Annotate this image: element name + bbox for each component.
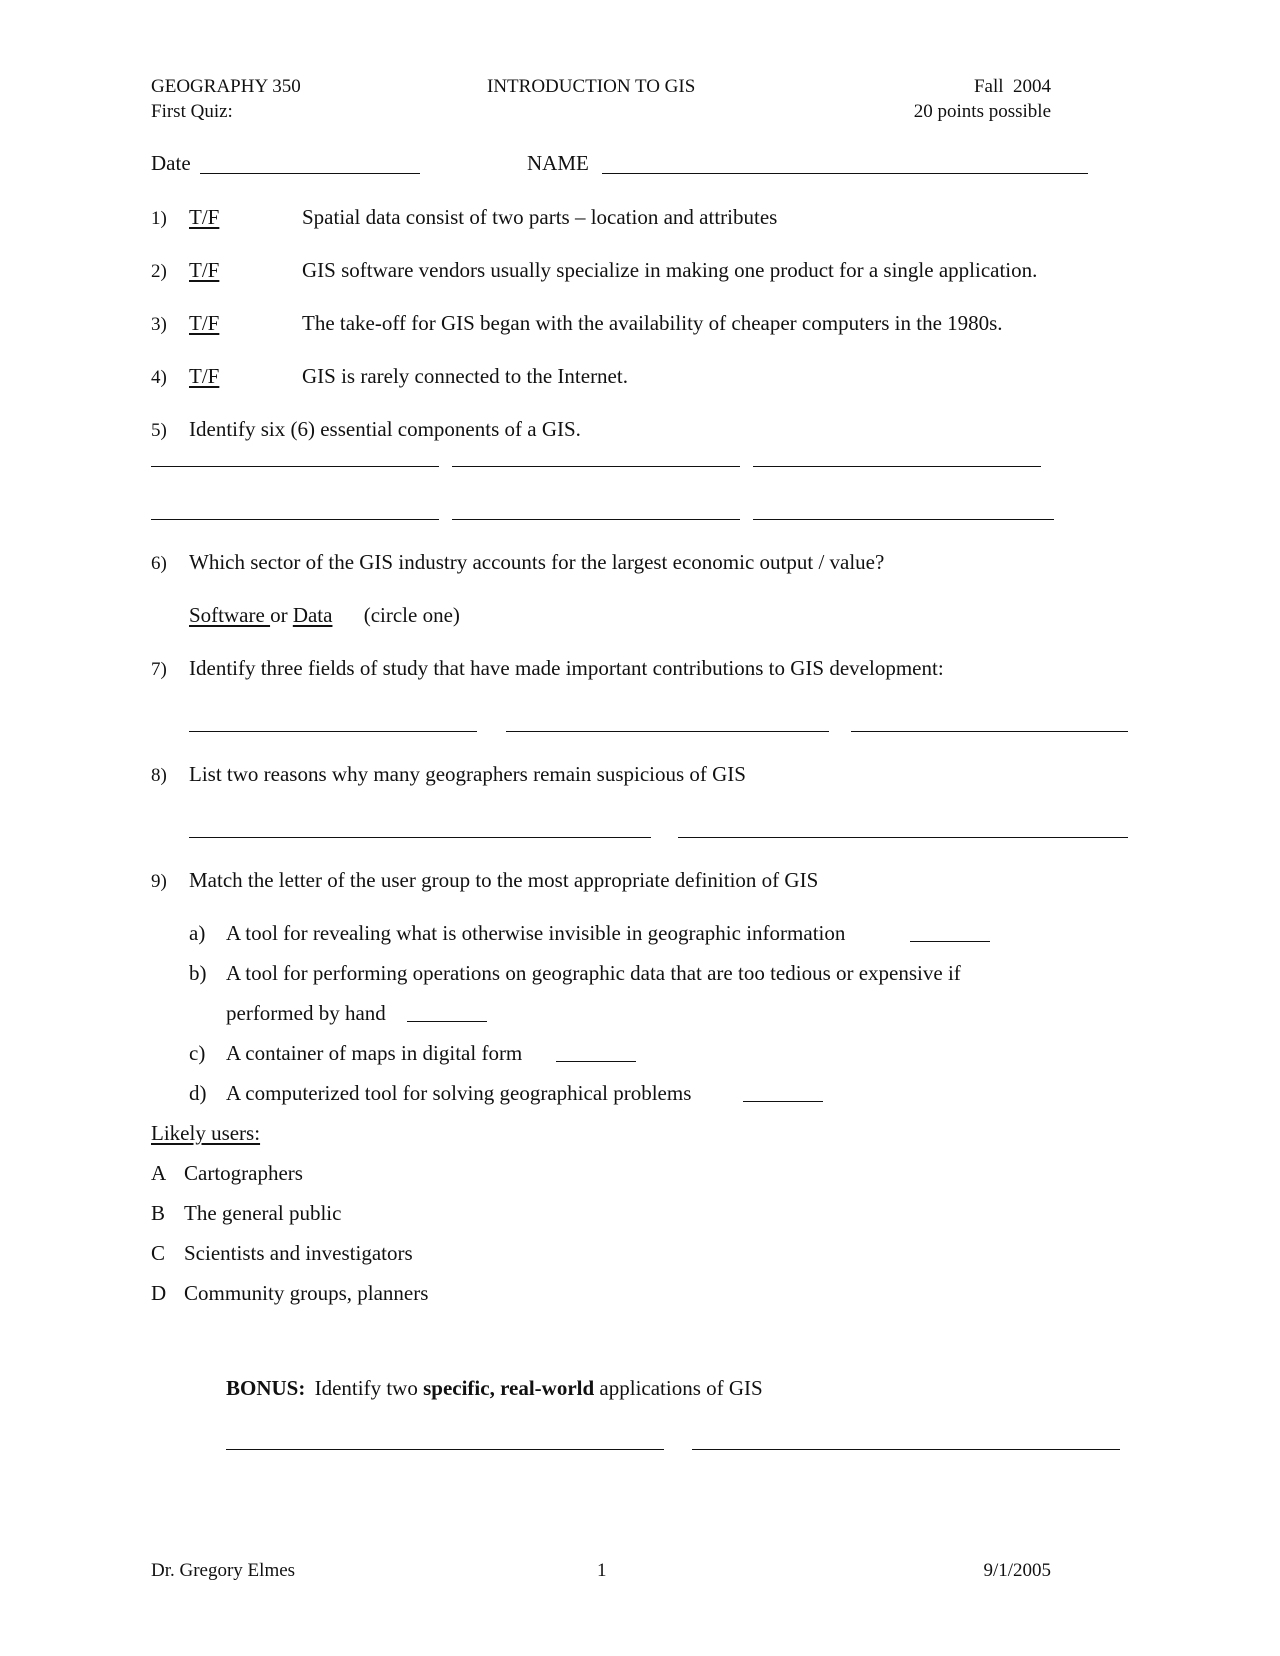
- bonus-text-1: Identify two: [314, 1376, 418, 1400]
- q6-option-software[interactable]: Software: [189, 603, 271, 627]
- q6-option-data[interactable]: Data: [292, 603, 333, 627]
- q7-answer-blank[interactable]: [189, 731, 477, 732]
- q9-number: 9): [151, 871, 167, 892]
- q1-number: 1): [151, 208, 167, 229]
- q8-answer-blank[interactable]: [678, 837, 1128, 838]
- bonus-emphasis: specific, real-world: [423, 1376, 595, 1400]
- user-name: Scientists and investigators: [184, 1241, 413, 1265]
- q3-tf[interactable]: T/F: [189, 311, 220, 335]
- user-letter: C: [151, 1241, 166, 1265]
- page-number: 1: [597, 1560, 607, 1581]
- q9-text: Match the letter of the user group to the most appropriate definition of GIS: [189, 868, 819, 892]
- q5-answer-blank[interactable]: [753, 519, 1054, 520]
- bonus-prompt: [226, 1376, 763, 1400]
- bonus-answer-blank[interactable]: [226, 1449, 664, 1450]
- q9-item-text: A tool for performing operations on geographic data that are too tedious or expensive if: [226, 961, 961, 985]
- q3-number: 3): [151, 314, 167, 335]
- user-name: The general public: [184, 1201, 342, 1225]
- q5-number: 5): [151, 420, 167, 441]
- q7-answer-blank[interactable]: [851, 731, 1128, 732]
- q6-or: or: [270, 603, 288, 627]
- q9-item-text: A tool for revealing what is otherwise invisible in geographic information: [226, 921, 846, 945]
- q9-item-letter: b): [189, 961, 207, 985]
- q9-item-d-blank[interactable]: [743, 1101, 823, 1102]
- q9-item-text-cont: performed by hand: [226, 1001, 386, 1025]
- q8-number: 8): [151, 765, 167, 786]
- footer-author: Dr. Gregory Elmes: [151, 1560, 296, 1581]
- q4-number: 4): [151, 367, 167, 388]
- points-possible: 20 points possible: [913, 101, 1051, 122]
- user-letter: A: [151, 1161, 167, 1185]
- q2-text: GIS software vendors usually specialize in making one product for a single application.: [302, 258, 1038, 282]
- q9-item-b-blank[interactable]: [407, 1021, 487, 1022]
- quiz-label: First Quiz:: [151, 101, 233, 122]
- q6-text: Which sector of the GIS industry accounts for the largest economic output / value?: [189, 550, 885, 574]
- q8-answer-blank[interactable]: [189, 837, 651, 838]
- q8-text: List two reasons why many geographers remain suspicious of GIS: [189, 762, 746, 786]
- date-blank[interactable]: [200, 173, 420, 174]
- q9-item-letter: a): [189, 921, 206, 945]
- bonus-label: BONUS:: [226, 1376, 306, 1400]
- q1-tf[interactable]: T/F: [189, 205, 220, 229]
- user-letter: B: [151, 1201, 166, 1225]
- q1-text: Spatial data consist of two parts – location and attributes: [302, 205, 778, 229]
- q4-text: GIS is rarely connected to the Internet.: [302, 364, 628, 388]
- q9-item-a-blank[interactable]: [910, 941, 990, 942]
- user-letter: D: [151, 1281, 167, 1305]
- name-blank[interactable]: [602, 173, 1088, 174]
- bonus-text-2: applications of GIS: [599, 1376, 763, 1400]
- q5-text: Identify six (6) essential components of a GIS.: [189, 417, 581, 441]
- q5-answer-blank[interactable]: [151, 466, 439, 467]
- q2-number: 2): [151, 261, 167, 282]
- q9-item-text: A computerized tool for solving geographical problems: [226, 1081, 692, 1105]
- date-label: Date: [151, 151, 191, 175]
- q6-number: 6): [151, 553, 167, 574]
- q5-answer-blank[interactable]: [452, 466, 740, 467]
- name-label: NAME: [527, 151, 589, 175]
- footer-date: 9/1/2005: [983, 1560, 1051, 1581]
- course-title: INTRODUCTION TO GIS: [487, 76, 696, 97]
- course-code: GEOGRAPHY 350: [151, 76, 301, 97]
- q5-answer-blank[interactable]: [452, 519, 740, 520]
- q5-answer-blank[interactable]: [151, 519, 439, 520]
- user-name: Community groups, planners: [184, 1281, 429, 1305]
- q6-options: [189, 603, 460, 627]
- q5-answer-blank[interactable]: [753, 466, 1041, 467]
- bonus-answer-blank[interactable]: [692, 1449, 1120, 1450]
- user-name: Cartographers: [184, 1161, 303, 1185]
- q3-text: The take-off for GIS began with the availability of cheaper computers in the 1980s.: [302, 311, 1003, 335]
- q9-item-letter: d): [189, 1081, 207, 1105]
- q6-note: (circle one): [363, 603, 460, 627]
- likely-users-title: Likely users:: [151, 1121, 261, 1145]
- q2-tf[interactable]: T/F: [189, 258, 220, 282]
- q9-item-c-blank[interactable]: [556, 1061, 636, 1062]
- q9-item-letter: c): [189, 1041, 206, 1065]
- q4-tf[interactable]: T/F: [189, 364, 220, 388]
- term: Fall 2004: [973, 76, 1051, 97]
- q7-text: Identify three fields of study that have made important contributions to GIS development:: [189, 656, 944, 680]
- q7-number: 7): [151, 659, 167, 680]
- q9-item-text: A container of maps in digital form: [226, 1041, 523, 1065]
- q7-answer-blank[interactable]: [506, 731, 829, 732]
